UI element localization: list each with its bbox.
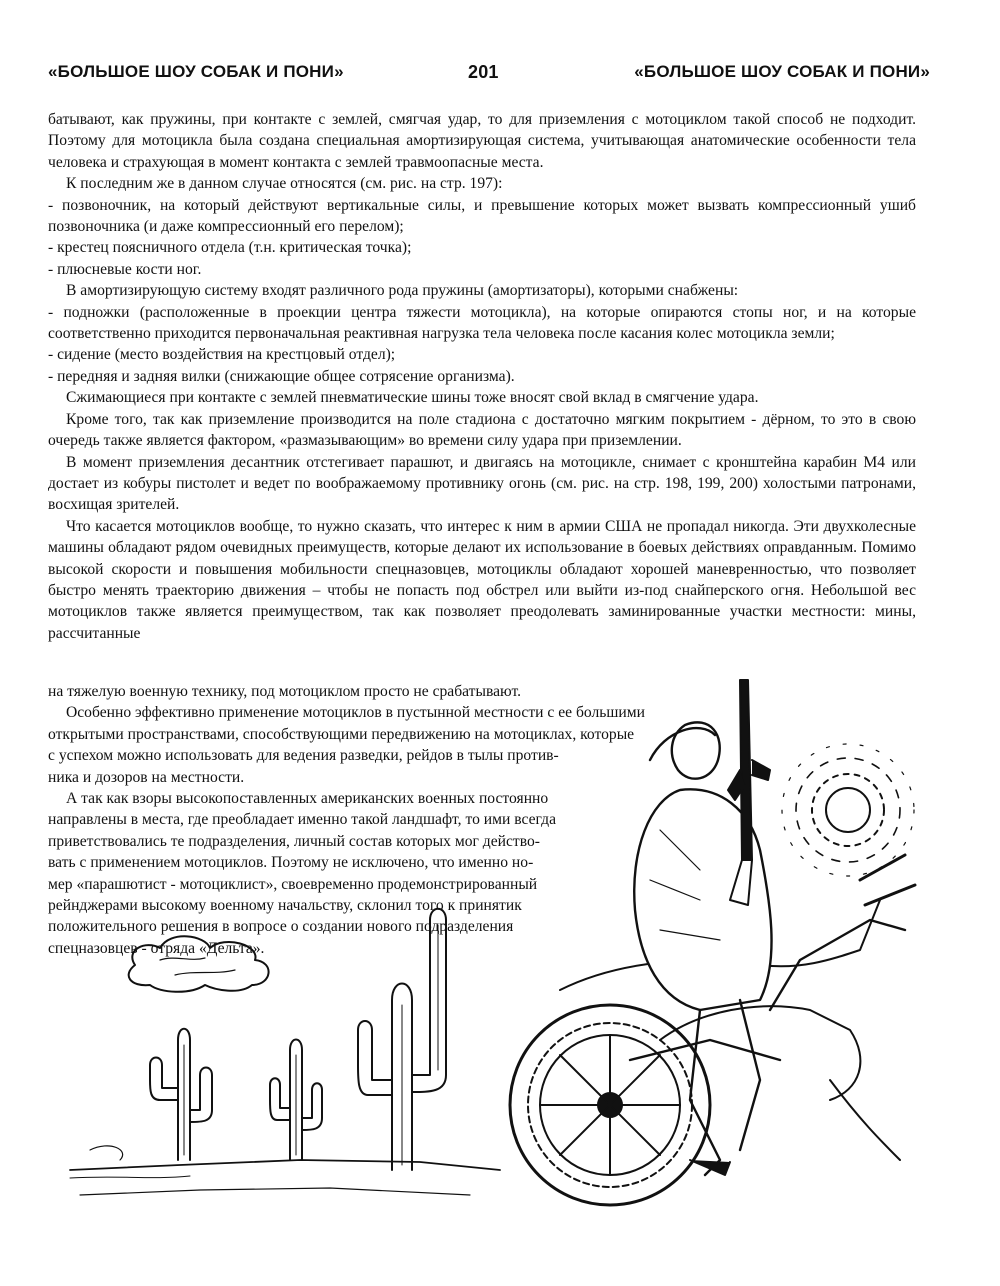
cactus-icon xyxy=(270,1040,322,1161)
text-line: положительного решения в вопросе о создании нового подразделения xyxy=(48,918,514,936)
text-line: Особенно эффективно применение мотоциклов в пустынной местности с ее большими xyxy=(66,704,645,722)
text-line: А так как взоры высокопоставленных американских военных постоянно xyxy=(66,790,549,808)
ground-line xyxy=(70,1146,500,1195)
text-line: открытыми пространствами, способствующими передвижению на мотоциклах, которые xyxy=(48,725,635,743)
text-line: направлены в места, где преобладает именно такой ландшафт, то ими всегда xyxy=(48,811,557,829)
list-item: - позвоночник, на который действуют вертикальные силы, и превышение которых может вызвать компрессионный ушиб позвоночника (и даже компрессионный его перелом); xyxy=(48,196,916,236)
text-line: с успехом можно использовать для ведения разведки, рейдов в тылы против- xyxy=(48,747,559,765)
paragraph: батывают, как пружины, при контакте с землей, смягчая удар, то для приземления с мотоциклом такой способ не подходит. Поэтому для мотоцикла была создана специальная амортизирующая система, учитывающая анатомические особенности тела человека и страхующая в момент контакта с землей травмоопасные места. xyxy=(48,111,916,171)
wrapped-text xyxy=(48,681,918,959)
list-item: - плюсневые кости ног. xyxy=(48,260,202,278)
list-item: - подножки (расположенные в проекции центра тяжести мотоцикла), на которые опираются стопы ног, и на которые соответственно приходится первоначальная реактивная нагрузка тела человека после касания колес мотоцикла земли; xyxy=(48,303,916,343)
paragraph: Кроме того, так как приземление производится на поле стадиона с достаточно мягким покрытием - дёрном, то это в свою очередь также является фактором, «размазывающим» во времени силу удара при приземлении. xyxy=(48,410,916,450)
header-left-title: «БОЛЬШОЕ ШОУ СОБАК И ПОНИ» xyxy=(48,62,344,81)
paragraph: Сжимающиеся при контакте с землей пневматические шины тоже вносят свой вклад в смягчение удара. xyxy=(66,389,759,407)
motorcycle-wheel xyxy=(510,1005,710,1205)
list-item: - передняя и задняя вилки (снижающие общее сотрясение организма). xyxy=(48,367,515,385)
paragraph: В момент приземления десантник отстегивает парашют, и двигаясь на мотоцикле, снимает с кронштейна карабин М4 или достает из кобуры пистолет и ведет по воображаемому противнику огонь (см. рис. на стр. 198, 199, 200) холостыми патронами, восхищая зрителей. xyxy=(48,453,916,514)
paragraph: В амортизирующую систему входят различного рода пружины (амортизаторы), которыми снабжены: xyxy=(66,282,739,300)
text-line: приветствовались те подразделения, личный состав которых мог действо- xyxy=(48,832,540,850)
text-line: ника и дозоров на местности. xyxy=(48,768,245,786)
paragraph: К последним же в данном случае относятся (см. рис. на стр. 197): xyxy=(66,175,503,193)
text-line: спецназовцев - отряда «Дельта». xyxy=(48,939,265,957)
page-number: 201 xyxy=(468,62,499,82)
cactus-icon xyxy=(150,1029,212,1160)
text-line: рейнджерами высокому военному начальству, склонил того к принятик xyxy=(48,897,522,915)
running-header xyxy=(48,62,930,88)
text-line: на тяжелую военную технику, под мотоциклом просто не срабатывают. xyxy=(48,683,522,700)
list-item: - сидение (место воздействия на крестцовый отдел); xyxy=(48,346,396,364)
text-line: вать с применением мотоциклов. Поэтому не исключено, что именно но- xyxy=(48,854,534,872)
list-item: - крестец поясничного отдела (т.н. критическая точка); xyxy=(48,239,412,257)
text-line: мер «парашютист - мотоциклист», своевременно продемонстрированный xyxy=(48,875,538,893)
paragraph: Что касается мотоциклов вообще, то нужно сказать, что интерес к ним в армии США не пропадал никогда. Эти двухколесные машины обладают рядом очевидных преимуществ, которые делают их использование в боевых действиях оправданным. Помимо высокой скорости и повышения мобильности спецназовцев, мотоциклы обладают хорошей маневренностью, что позволяет быстро менять траекторию движения – чтобы не попасть под обстрел или выйти из-под снайперского огня. Небольшой вес мотоциклов также является преимуществом, так как позволяет преодолевать заминированные участки местности: мины, рассчитанные xyxy=(48,517,916,642)
header-right-title: «БОЛЬШОЕ ШОУ СОБАК И ПОНИ» xyxy=(634,62,930,81)
main-text xyxy=(48,109,916,644)
